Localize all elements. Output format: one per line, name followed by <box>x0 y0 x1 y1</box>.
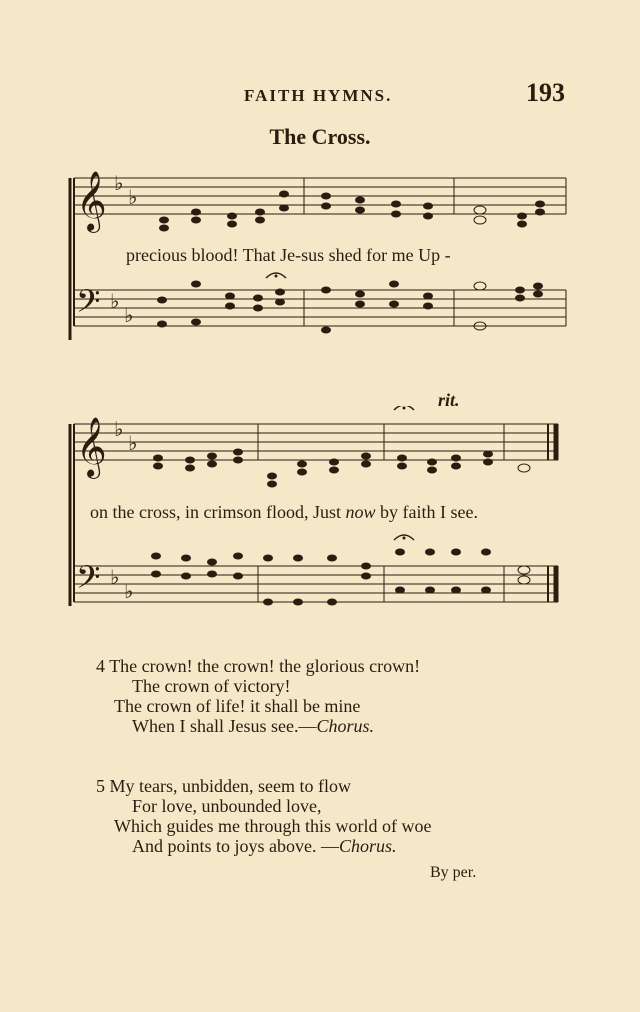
svg-text:♭: ♭ <box>124 305 134 327</box>
verse-line: The crown of victory! <box>132 676 291 696</box>
verse-4 <box>96 656 420 736</box>
verse-line: The crown of life! it shall be mine <box>114 696 361 716</box>
hymn-title: The Cross. <box>269 124 371 149</box>
verse-line: 5 My tears, unbidden, seem to flow <box>96 776 351 796</box>
lyric-line-2-end: by faith I see. <box>375 502 478 522</box>
svg-text:♭: ♭ <box>128 433 138 455</box>
verse-number: 4 <box>96 656 105 676</box>
lyric-line-1: precious blood! That Je-sus shed for me Up - <box>126 245 451 265</box>
verse-line: For love, unbounded love, <box>132 796 322 816</box>
svg-text:♭: ♭ <box>110 567 120 589</box>
svg-text:♭: ♭ <box>114 419 124 441</box>
verse-line: When I shall Jesus see.—Chorus. <box>132 716 374 736</box>
verse-5 <box>96 776 431 856</box>
running-title: FAITH HYMNS. <box>244 86 393 105</box>
svg-text:♭: ♭ <box>124 581 134 603</box>
svg-text:𝄢: 𝄢 <box>76 283 101 327</box>
page-header <box>0 78 640 108</box>
lyric-line-2-italic: now <box>345 502 376 522</box>
svg-text:𝄢: 𝄢 <box>76 559 101 603</box>
refrain-dash: — <box>316 836 339 856</box>
refrain-dash: — <box>298 716 317 736</box>
lyric-line-2 <box>90 502 478 523</box>
verse-line: Which guides me through this world of woe <box>114 816 432 836</box>
page-number: 193 <box>526 78 565 107</box>
chorus-label: Chorus. <box>316 716 374 736</box>
svg-text:♭: ♭ <box>110 291 120 313</box>
svg-text:𝄞: 𝄞 <box>76 417 107 477</box>
tempo-marking: rit. <box>438 390 460 410</box>
svg-text:♭: ♭ <box>128 187 138 209</box>
lyric-line-2-start: on the cross, in crimson flood, Just <box>90 502 346 522</box>
svg-text:♭: ♭ <box>114 173 124 195</box>
verse-line: And points to joys above. —Chorus. <box>132 836 397 856</box>
svg-text:𝄞: 𝄞 <box>76 171 107 231</box>
verse-line: 4 The crown! the crown! the glorious crown! <box>96 656 421 676</box>
verse-number: 5 <box>96 776 105 796</box>
chorus-label: Chorus. <box>339 836 397 856</box>
attribution: By per. <box>430 864 477 881</box>
